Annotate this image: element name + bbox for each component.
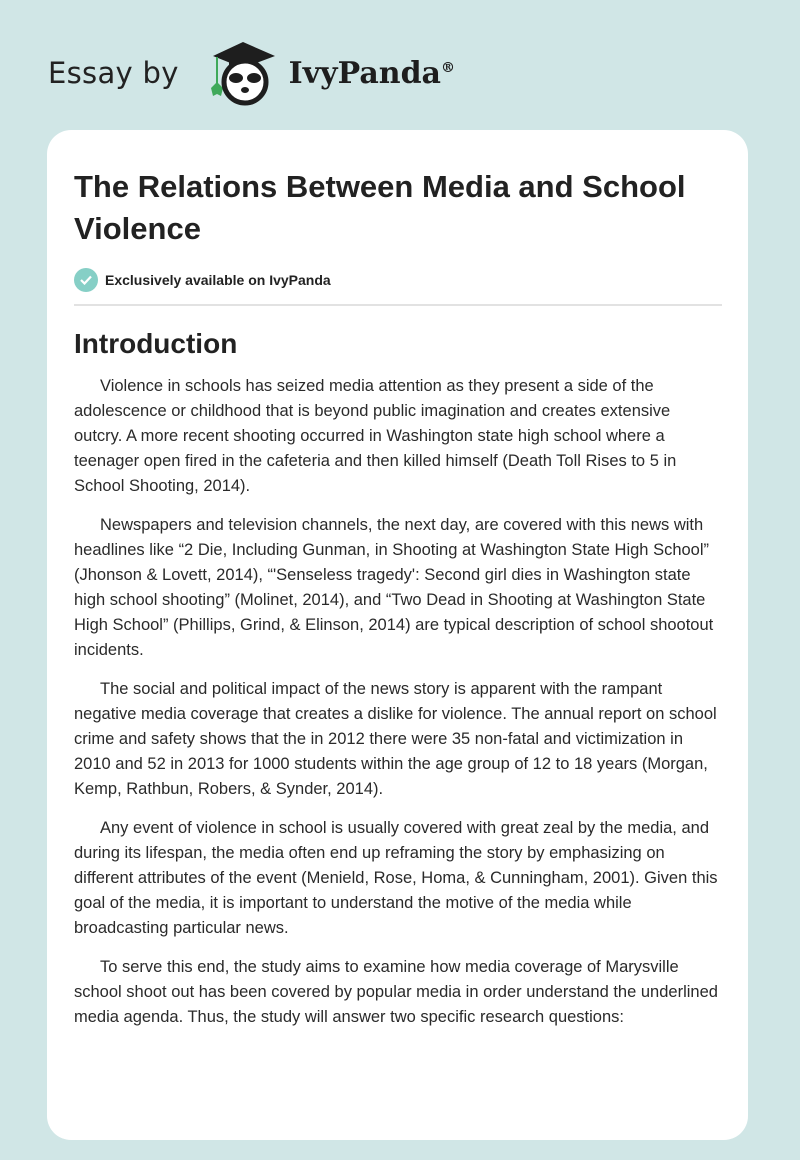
check-icon bbox=[74, 268, 98, 292]
divider bbox=[74, 304, 722, 306]
brand-name[interactable] bbox=[289, 56, 455, 91]
brand-text: IvyPanda bbox=[288, 55, 441, 91]
registered-mark: ® bbox=[441, 59, 455, 76]
essay-title: The Relations Between Media and School Violence bbox=[74, 169, 686, 246]
ivypanda-logo-icon[interactable] bbox=[199, 38, 287, 108]
paragraph: The social and political impact of the news story is apparent with the rampant negative media coverage that creates a dislike for violence. The annual report on school crime and safety shows that the in 2012 there were 35 non-fatal and victimization in 2010 and 52 in 2013 for 1000 students within the age group of 12 to 18 years (Morgan, Kemp, Rathbun, Robers, & Synder, 2014). bbox=[74, 680, 717, 798]
site-header bbox=[48, 38, 455, 108]
essay-card bbox=[47, 130, 748, 1140]
exclusive-text: Exclusively available on IvyPanda bbox=[105, 272, 331, 288]
paragraph: Violence in schools has seized media attention as they present a side of the adolescence or childhood that is beyond public imagination and creates extensive outcry. A more recent shooting occurred in Washington state high school where a teenager open fired in the cafeteria and then killed himself (Death Toll Rises to 5 in School Shooting, 2014). bbox=[74, 377, 677, 495]
paragraph: To serve this end, the study aims to examine how media coverage of Marysville school shoot out has been covered by popular media in order understand the underlined media agenda. Thus, the study will answer two specific research questions: bbox=[74, 958, 718, 1026]
paragraph: Any event of violence in school is usually covered with great zeal by the media, and during its lifespan, the media often end up reframing the story by emphasizing on different attributes of the event (Menield, Rose, Homa, & Cunningham, 2001). Given this goal of the media, it is important to understand the motive of the media while broadcasting particular news. bbox=[74, 819, 718, 937]
paragraph: Newspapers and television channels, the next day, are covered with this news with headlines like “2 Die, Including Gunman, in Shooting at Washington State High School” (Jhonson & Lovett, 2014), “'Senseless tragedy': Second girl dies in Washington state high school shooting” (Molinet, 2014), and “Two Dead in Shooting at Washington State High School” (Phillips, Grind, & Elinson, 2014) are typical description of school shootout incidents. bbox=[74, 516, 714, 659]
section-heading: Introduction bbox=[74, 328, 238, 359]
exclusive-badge bbox=[74, 268, 722, 292]
essay-by-label: Essay by bbox=[48, 56, 179, 90]
